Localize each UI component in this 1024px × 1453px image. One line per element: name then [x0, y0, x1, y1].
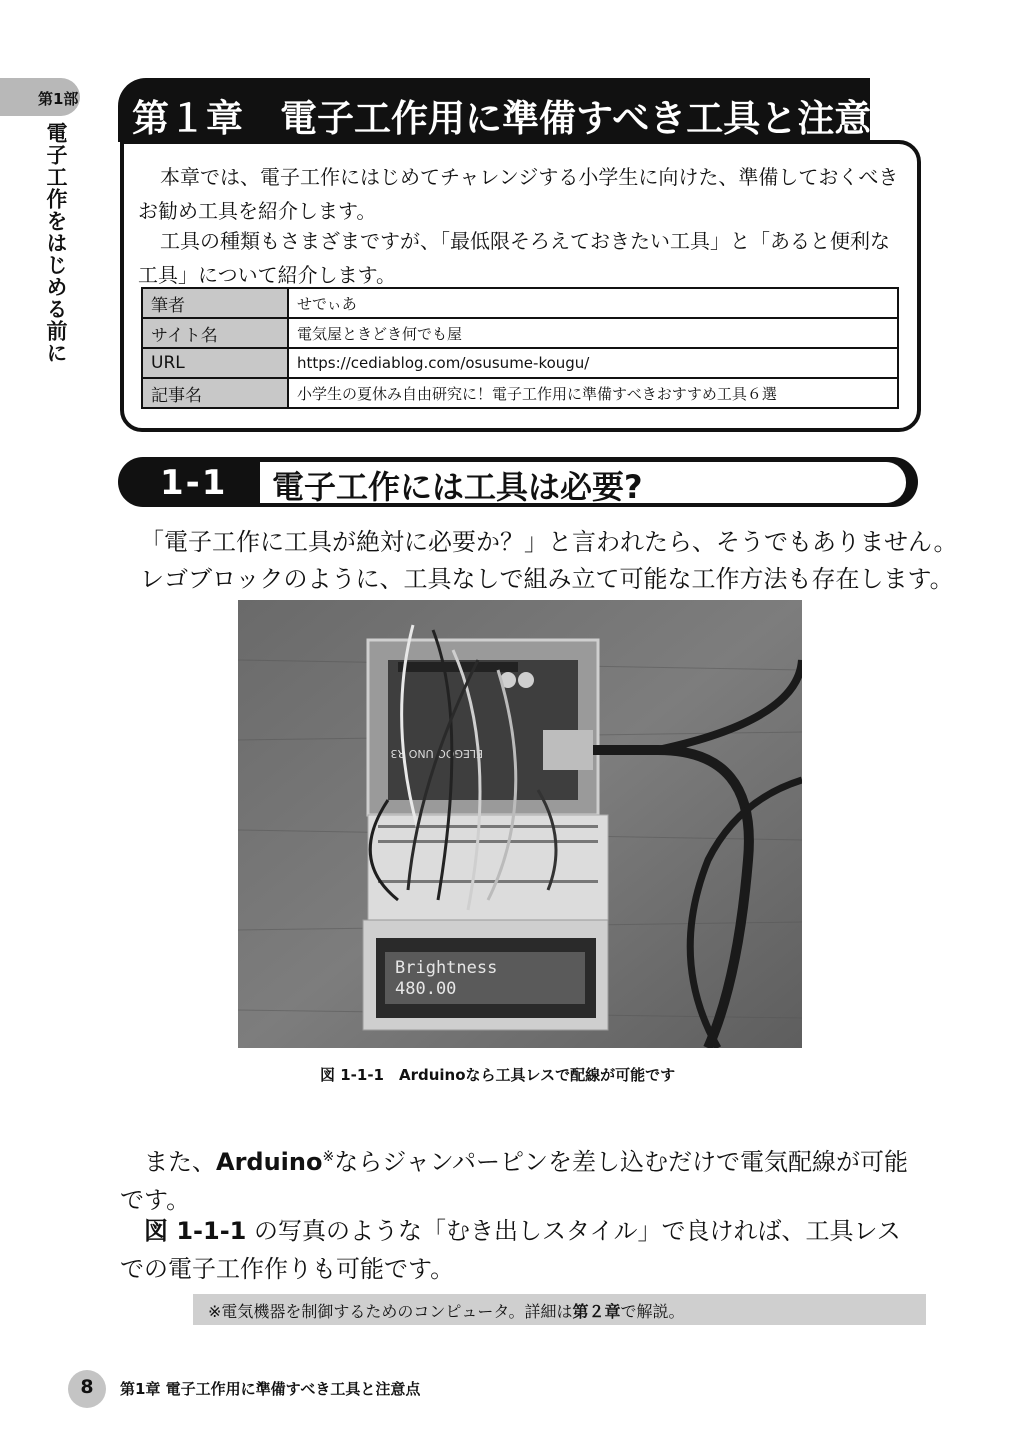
part-vertical-title: 電子工作をはじめる前に	[44, 122, 68, 364]
chapter-title: 第１章 電子工作用に準備すべき工具と注意点	[132, 97, 909, 140]
table-key: 筆者	[142, 288, 288, 318]
table-row	[142, 378, 898, 408]
table-value: 電気屋ときどき何でも屋	[288, 318, 898, 348]
running-footer: 第1章 電子工作用に準備すべき工具と注意点	[120, 1380, 421, 1398]
svg-text:ELEGOO UNO R3: ELEGOO UNO R3	[390, 747, 483, 760]
table-value: せでぃあ	[288, 288, 898, 318]
page-number: 8	[80, 1376, 94, 1398]
lcd-line-2: 480.00	[395, 979, 457, 999]
lead-line-1: 「電子工作に工具が絶対に必要か？」と言われたら、そうでもありません。	[140, 528, 958, 556]
table-key: サイト名	[142, 318, 288, 348]
text-run: ならジャンパーピンを差し込むだけで電気配線が可能です。	[120, 1148, 909, 1214]
arduino-photo	[238, 600, 802, 1048]
body-paragraph-3	[120, 1138, 920, 1219]
lead-line-2: レゴブロックのように、工具なしで組み立て可能な工作方法も存在します。	[140, 565, 954, 593]
intro-paragraph-1: 本章では、電子工作にはじめてチャレンジする小学生に向けた、準備しておくべきお勧め工具を紹介します。	[138, 165, 899, 223]
article-info-table	[141, 287, 899, 409]
intro-paragraph-2: 工具の種類もさまざまですが、「最低限そろえておきたい工具」と「あると便利な工具」について紹介します。	[138, 229, 890, 287]
lcd-line-1: Brightness	[395, 958, 498, 978]
footnote-text	[208, 1299, 684, 1322]
body-paragraph-4	[120, 1212, 920, 1288]
section-title: 電子工作には工具は必要?	[272, 468, 643, 506]
url-value[interactable]: https://cediablog.com/osusume-kougu/	[288, 348, 898, 378]
table-row	[142, 348, 898, 378]
footnote-mark: ※	[322, 1149, 335, 1165]
table-row	[142, 288, 898, 318]
text-run: で解説。	[620, 1302, 685, 1321]
figure-reference: 図 1-1-1	[144, 1217, 247, 1245]
table-row	[142, 318, 898, 348]
table-value: 小学生の夏休み自由研究に！電子工作用に準備すべきおすすめ工具６選	[288, 378, 898, 408]
chapter-reference: 第２章	[572, 1302, 621, 1321]
arduino-term: Arduino	[216, 1148, 323, 1176]
figure-caption: 図 1-1-1 Arduinoなら工具レスで配線が可能です	[320, 1066, 676, 1084]
section-number: 1-1	[160, 463, 228, 503]
table-key: 記事名	[142, 378, 288, 408]
table-key: URL	[142, 348, 288, 378]
text-run: ※電気機器を制御するためのコンピュータ。詳細は	[208, 1302, 573, 1321]
text-run: の写真のような「むき出しスタイル」で良ければ、工具レスでの電子工作作りも可能です。	[120, 1217, 901, 1283]
text-run: また、	[144, 1148, 216, 1176]
part-label: 第1部	[38, 90, 79, 108]
